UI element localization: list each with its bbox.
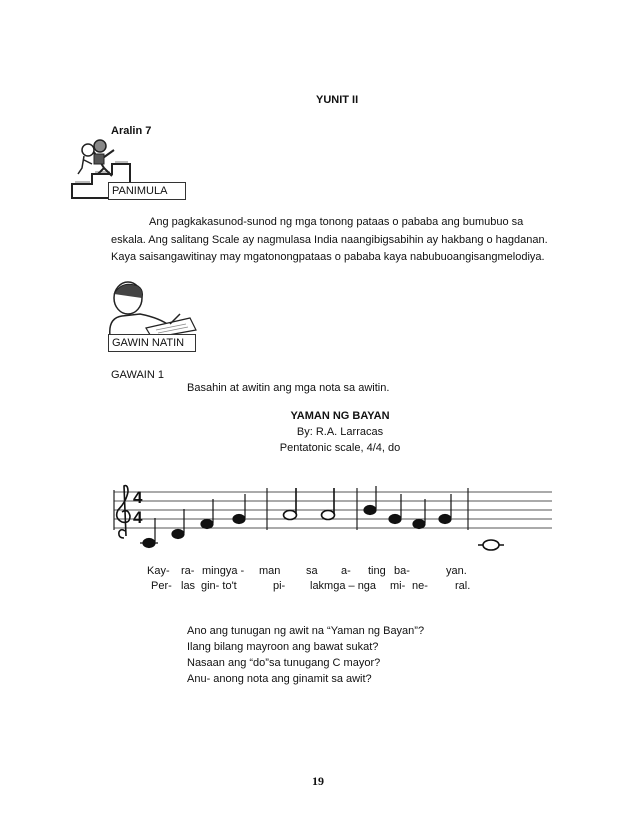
song-scale-info: Pentatonic scale, 4/4, do <box>279 442 401 454</box>
question-item: Nasaan ang “do”sa tunugang C mayor? <box>187 657 381 669</box>
question-item: Ano ang tunugan ng awit na “Yaman ng Bayan”? <box>187 625 425 637</box>
gawin-natin-label: GAWIN NATIN <box>108 334 196 352</box>
note-quarter <box>439 494 451 524</box>
lesson-label: Aralin 7 <box>111 125 152 137</box>
note-half <box>284 488 297 520</box>
lyric-syllable: ne- <box>412 580 428 592</box>
page-number: 19 <box>312 774 324 788</box>
panimula-label: PANIMULA <box>108 182 186 200</box>
lyric-syllable: a- <box>341 565 351 577</box>
lyric-syllable: sa <box>306 565 318 577</box>
lyric-syllable: mingya - <box>202 565 245 577</box>
note-quarter <box>413 499 425 529</box>
note-quarter <box>201 499 213 529</box>
lyric-syllable: man <box>259 565 281 577</box>
lyric-syllable: gin- to't <box>201 580 237 592</box>
writing-child-illustration <box>100 278 200 338</box>
lyric-syllable: las <box>181 580 196 592</box>
lyric-syllable: Kay- <box>147 565 170 577</box>
song-author: By: R.A. Larracas <box>296 426 384 438</box>
gawain-label: GAWAIN 1 <box>111 369 164 381</box>
lyric-syllable: pi- <box>273 580 286 592</box>
note-quarter <box>389 494 401 524</box>
note-quarter <box>140 518 158 548</box>
notes-layer <box>112 484 558 556</box>
unit-title: YUNIT II <box>316 94 359 106</box>
lyric-syllable: ral. <box>455 580 471 592</box>
lyric-syllable: lakmga – nga <box>310 580 377 592</box>
lyric-syllable: yan. <box>446 565 467 577</box>
song-title: YAMAN NG BAYAN <box>290 410 390 422</box>
intro-paragraph: Ang pagkakasunod-sunod ng mga tonong pataas o pababa ang bumubuo sa eskala. Ang salitang Scale ay nagmulasa India naangibigsabihin ay hakbang o hagdanan. Kaya saisangawitinay may mgatonongpataas o pababa kaya nabubuoangisangmelodiya. <box>111 216 548 263</box>
lyric-syllable: ra- <box>181 565 195 577</box>
note-quarter <box>364 486 376 515</box>
time-signature-bottom: 4 <box>133 508 143 527</box>
lyric-syllable: Per- <box>151 580 172 592</box>
question-item: Ilang bilang mayroon ang bawat sukat? <box>187 641 379 653</box>
time-signature-top: 4 <box>133 488 143 507</box>
lyric-syllable: mi- <box>390 580 406 592</box>
lyric-syllable: ba- <box>394 565 410 577</box>
note-whole <box>478 540 504 550</box>
note-quarter <box>172 509 184 539</box>
note-quarter <box>233 494 245 524</box>
note-half <box>322 488 335 520</box>
question-item: Anu- anong nota ang ginamit sa awit? <box>187 673 372 685</box>
activity-instruction: Basahin at awitin ang mga nota sa awitin. <box>187 382 390 394</box>
lyric-syllable: ting <box>368 565 386 577</box>
